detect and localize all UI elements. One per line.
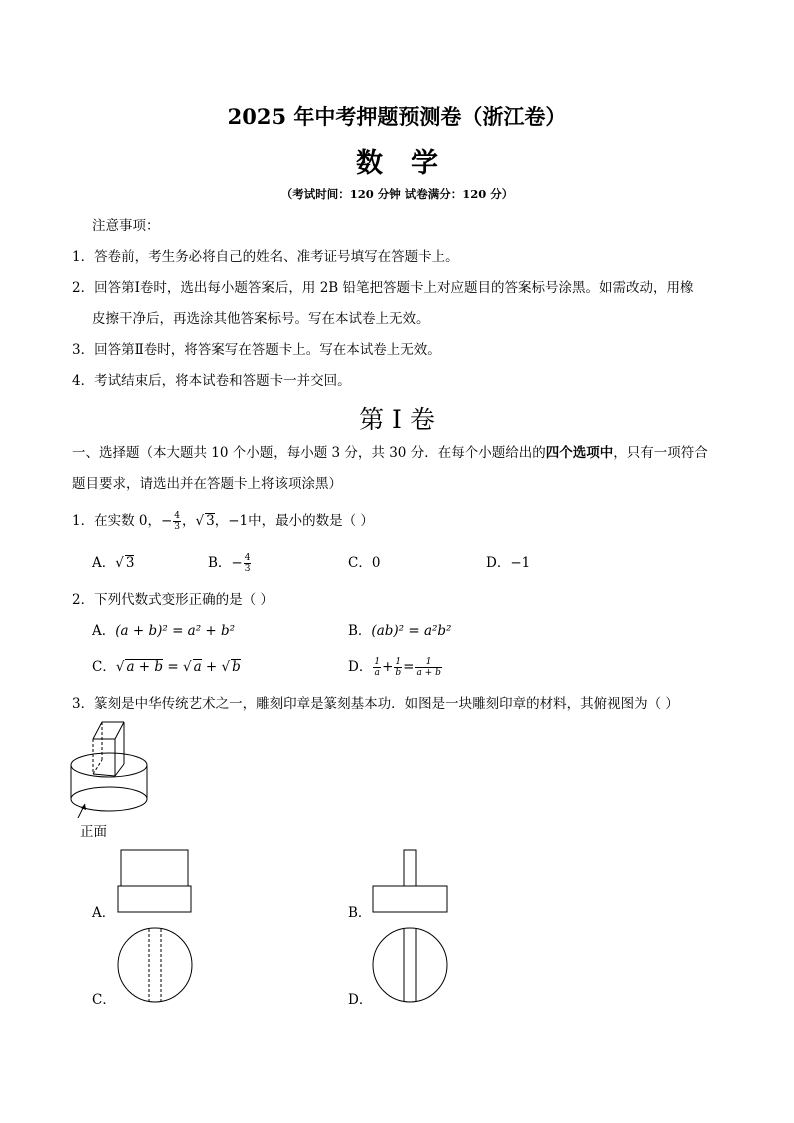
q2-option-c-plus: +: [201, 659, 222, 675]
q1-option-a-label: A．: [92, 555, 116, 571]
q2-d-frac2-den: b: [395, 668, 402, 678]
q1-neg-one: −1: [228, 513, 249, 529]
q1-option-a: A．√ 3: [92, 555, 135, 571]
section-title: 第 I 卷: [359, 405, 435, 434]
q1-option-b: [208, 553, 252, 574]
q3-option-b-figure: [370, 848, 450, 916]
exam-title: 2025 年中考押题预测卷（浙江卷）: [227, 104, 567, 129]
q2-option-a-label: A．: [92, 623, 116, 639]
q1-option-d-label: D．: [486, 555, 511, 571]
section-intro-suffix: ，只有一项符合: [613, 445, 708, 461]
q2-option-a-expr: (a + b)² = a² + b²: [115, 623, 236, 639]
q1-sep2: ，: [214, 513, 229, 529]
q1-suffix: 中，最小的数是（ ）: [248, 513, 374, 529]
q1-sep1: ，: [182, 513, 196, 529]
exam-subject: 数学: [356, 148, 466, 179]
q1-option-d-val: −1: [510, 555, 531, 571]
exam-info: （考试时间：120 分钟 试卷满分：120 分）: [280, 187, 514, 201]
q1-prefix: 1．在实数 0，: [72, 513, 161, 529]
q2-option-c-left: a + b: [126, 659, 164, 675]
q3-option-c-figure: [115, 927, 195, 1007]
question-1-stem: 1．在实数 0，− $\frac{4}{3}$ ，√ 3，−1中，最小的数是（ ）: [72, 511, 374, 532]
notice-item-3: 3．回答第Ⅱ卷时，将答案写在答题卡上。写在本试卷上无效。: [72, 342, 441, 358]
q1-option-b-frac: [244, 553, 252, 574]
section-intro-bold: 四个选项中: [545, 445, 614, 461]
q3-option-c-label: C．: [92, 992, 116, 1008]
q1-option-a-sqrt: 3: [125, 555, 135, 571]
q2-option-b-label: B．: [348, 623, 372, 639]
notice-item-2-cont: 皮擦干净后，再选涂其他答案标号。写在本试卷上无效。: [92, 311, 430, 327]
q2-option-d-frac3: [415, 657, 441, 678]
q1-frac-num: 4: [174, 511, 181, 521]
q2-option-d-frac2: [394, 657, 402, 678]
q2-option-a: [92, 621, 235, 641]
q2-option-d: [348, 657, 443, 678]
q2-d-eq: =: [403, 659, 415, 675]
q1-sqrt: 3: [206, 513, 215, 529]
q2-option-c-label: C．: [92, 659, 116, 675]
q2-option-c-mid: a: [193, 659, 202, 675]
q2-option-c-right: b: [232, 659, 241, 675]
q1-option-d: [486, 553, 530, 573]
section-intro-prefix: 一、选择题（本大题共 10 个小题，每小题 3 分，共 30 分．在每个小题给出的: [72, 445, 546, 461]
q2-d-plus: +: [382, 659, 394, 675]
q3-option-d-figure: [370, 927, 450, 1007]
section-intro-line2: 题目要求，请选出并在答题卡上将该项涂黑）: [72, 476, 342, 492]
notice-heading: 注意事项：: [92, 218, 160, 234]
q2-option-b: [348, 621, 451, 641]
notice-item-1: 1．答卷前，考生务必将自己的姓名、准考证号填写在答题卡上。: [72, 249, 459, 265]
q2-d-frac3-num: 1: [415, 657, 441, 668]
front-label: 正面: [80, 824, 107, 840]
q2-option-d-frac1: [373, 657, 381, 678]
q2-d-frac2-num: 1: [395, 657, 402, 667]
q1-option-b-den: 3: [244, 564, 251, 574]
q3-option-d-label: D．: [348, 992, 373, 1008]
seal-material-figure: [66, 718, 166, 818]
notice-item-4: 4．考试结束后，将本试卷和答题卡一并交回。: [72, 373, 351, 389]
q2-option-d-label: D．: [348, 659, 373, 675]
question-3-stem: 3．篆刻是中华传统艺术之一，雕刻印章是篆刻基本功．如图是一块雕刻印章的材料，其俯视图为（ ）: [72, 696, 679, 712]
q2-option-c-eq: =: [163, 659, 183, 675]
q2-d-frac3-den: a + b: [416, 668, 441, 678]
q2-option-b-expr: (ab)² = a²b²: [371, 623, 452, 639]
q1-option-b-num: 4: [244, 553, 251, 563]
question-2-stem: 2．下列代数式变形正确的是（ ）: [72, 592, 274, 608]
q2-d-frac1-num: 1: [374, 657, 381, 667]
notice-item-2: 2．回答第Ⅰ卷时，选出每小题答案后，用 2B 铅笔把答题卡上对应题目的答案标号涂黑。如需改动，用橡: [72, 280, 694, 296]
q1-option-b-neg: −: [231, 555, 243, 571]
section-intro: [72, 443, 708, 463]
q1-frac-den: 3: [174, 522, 181, 532]
q3-option-a-figure: [115, 848, 195, 916]
q1-option-b-label: B．: [208, 555, 232, 571]
q1-neg: −: [160, 513, 173, 529]
q3-option-b-label: B．: [348, 905, 372, 921]
q1-fraction: [173, 511, 181, 532]
q2-option-c: C．√ a + b = √ a + √ b: [92, 659, 241, 675]
q2-d-frac1-den: a: [374, 668, 380, 678]
q1-option-c: C．0: [348, 555, 381, 571]
q3-option-a-label: A．: [92, 905, 116, 921]
